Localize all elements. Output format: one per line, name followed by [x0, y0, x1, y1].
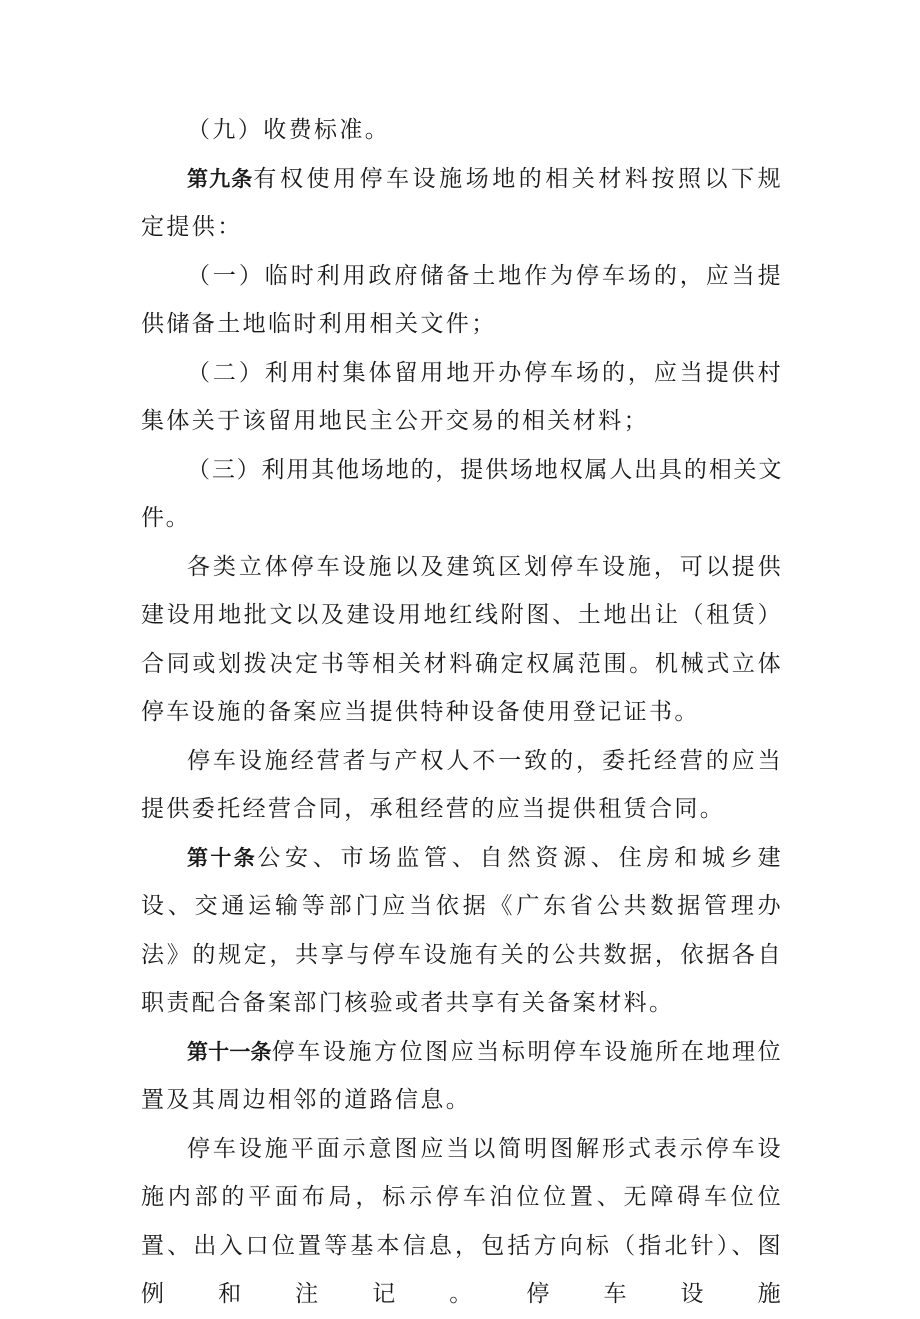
paragraph-item-3 — [141, 446, 783, 543]
paragraph-floor-plan — [141, 1125, 783, 1319]
article-label: 第十一条 — [187, 1039, 272, 1064]
paragraph-item-2 — [141, 349, 783, 446]
paragraph-text: 各类立体停车设施以及建筑区划停车设施，可以提供建设用地批文以及建设用地红线附图、土地出让（租赁）合同或划拨决定书等相关材料确定权属范围。机械式立体停车设施的备案应当提供特种设备使用登记证书。 — [141, 553, 783, 725]
paragraph-text: （三）利用其他场地的，提供场地权属人出具的相关文件。 — [141, 456, 783, 531]
paragraph-text: 有权使用停车设施场地的相关材料按照以下规定提供： — [141, 165, 784, 240]
document-body — [141, 106, 783, 1319]
paragraph-stereo-parking — [141, 543, 783, 737]
article-label: 第十条 — [187, 845, 258, 870]
paragraph-text: 停车设施平面示意图应当以简明图解形式表示停车设施内部的平面布局，标示停车泊位位置、无障碍车位位置、出入口位置等基本信息，包括方向标（指北针）、图例和注记。停车设施 — [141, 1135, 783, 1307]
article-10 — [141, 834, 783, 1028]
article-9 — [141, 155, 783, 252]
article-11 — [141, 1028, 783, 1125]
paragraph-operator — [141, 737, 783, 834]
paragraph-text: （九）收费标准。 — [187, 117, 391, 143]
paragraph-text: （一）临时利用政府储备土地作为停车场的，应当提供储备土地临时利用相关文件； — [141, 262, 783, 337]
paragraph-text: 停车设施方位图应当标明停车设施所在地理位置及其周边相邻的道路信息。 — [141, 1038, 784, 1113]
paragraph-text: 公安、市场监管、自然资源、住房和城乡建设、交通运输等部门应当依据《广东省公共数据管理办法》的规定，共享与停车设施有关的公共数据，依据各自职责配合备案部门核验或者共享有关备案材料。 — [141, 844, 783, 1016]
paragraph-item-1 — [141, 252, 783, 349]
article-label: 第九条 — [187, 166, 254, 191]
paragraph-text: 停车设施经营者与产权人不一致的，委托经营的应当提供委托经营合同，承租经营的应当提供租赁合同。 — [141, 747, 783, 822]
paragraph-item-9 — [141, 106, 783, 155]
paragraph-text: （二）利用村集体留用地开办停车场的，应当提供村集体关于该留用地民主公开交易的相关材料； — [141, 359, 783, 434]
